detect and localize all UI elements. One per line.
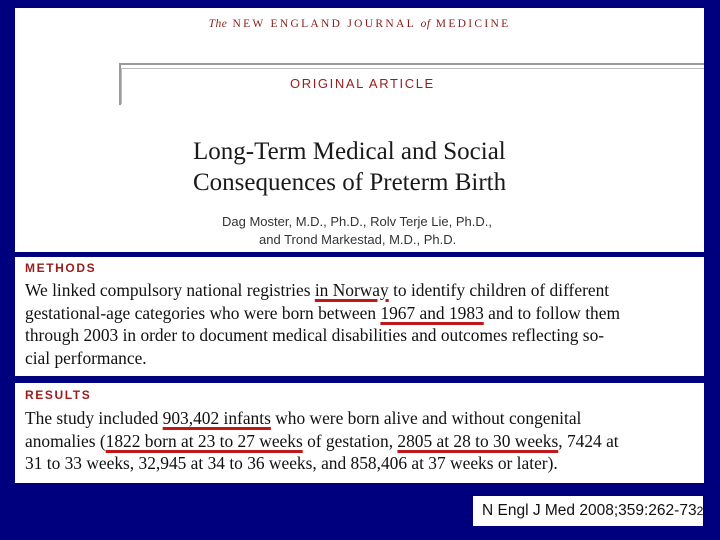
article-header-panel — [15, 8, 704, 252]
highlight-norway: in Norway — [314, 280, 389, 300]
highlight-28-30-weeks: 2805 at 28 to 30 weeks — [397, 430, 559, 451]
citation-text: N Engl J Med 2008;359:262-73 — [482, 502, 697, 519]
highlight-infants: 903,402 infants — [162, 408, 271, 428]
citation-box — [473, 496, 703, 526]
results-line-1: The study included 903,402 infants who were born alive and without congenital — [25, 408, 582, 428]
methods-line-4: cial performance. — [25, 347, 147, 368]
journal-the: The — [208, 18, 228, 30]
author-list — [222, 213, 492, 249]
title-line-1: Long-Term Medical and Social — [193, 138, 506, 165]
results-line-3: 31 to 33 weeks, 32,945 at 34 to 36 weeks, and 858,406 at 37 weeks or later). — [25, 453, 558, 473]
title-line-2: Consequences of Preterm Birth — [193, 169, 507, 196]
results-panel — [15, 383, 704, 483]
methods-line-3: through 2003 in order to document medical disabilities and outcomes reflecting so- — [25, 325, 605, 345]
authors-line-1: Dag Moster, M.D., Ph.D., Rolv Terje Lie, Ph.D., — [222, 214, 492, 229]
journal-name-b: MEDICINE — [435, 18, 511, 30]
methods-line-1: We linked compulsory national registries in Norway to identify children of different — [25, 280, 610, 300]
journal-masthead — [15, 18, 704, 30]
methods-panel — [15, 257, 704, 376]
slide-number: 2 — [696, 504, 704, 518]
journal-name-a: NEW ENGLAND JOURNAL — [232, 18, 416, 30]
highlight-years: 1967 and 1983 — [380, 302, 484, 323]
article-type-label: ORIGINAL ARTICLE — [290, 76, 435, 91]
methods-line-2: gestational-age categories who were born between 1967 and 1983 and to follow them — [25, 302, 620, 323]
results-heading: RESULTS — [25, 388, 92, 402]
authors-line-2: and Trond Markestad, M.D., Ph.D. — [259, 232, 457, 247]
results-line-2: anomalies (1822 born at 23 to 27 weeks of gestation, 2805 at 28 to 30 weeks, 7424 at — [25, 430, 619, 451]
results-body — [25, 407, 700, 475]
journal-of: of — [420, 18, 431, 30]
methods-heading: METHODS — [25, 261, 97, 275]
article-title — [193, 136, 506, 198]
methods-body — [25, 279, 700, 369]
highlight-23-27-weeks: 1822 born at 23 to 27 weeks — [105, 430, 303, 451]
